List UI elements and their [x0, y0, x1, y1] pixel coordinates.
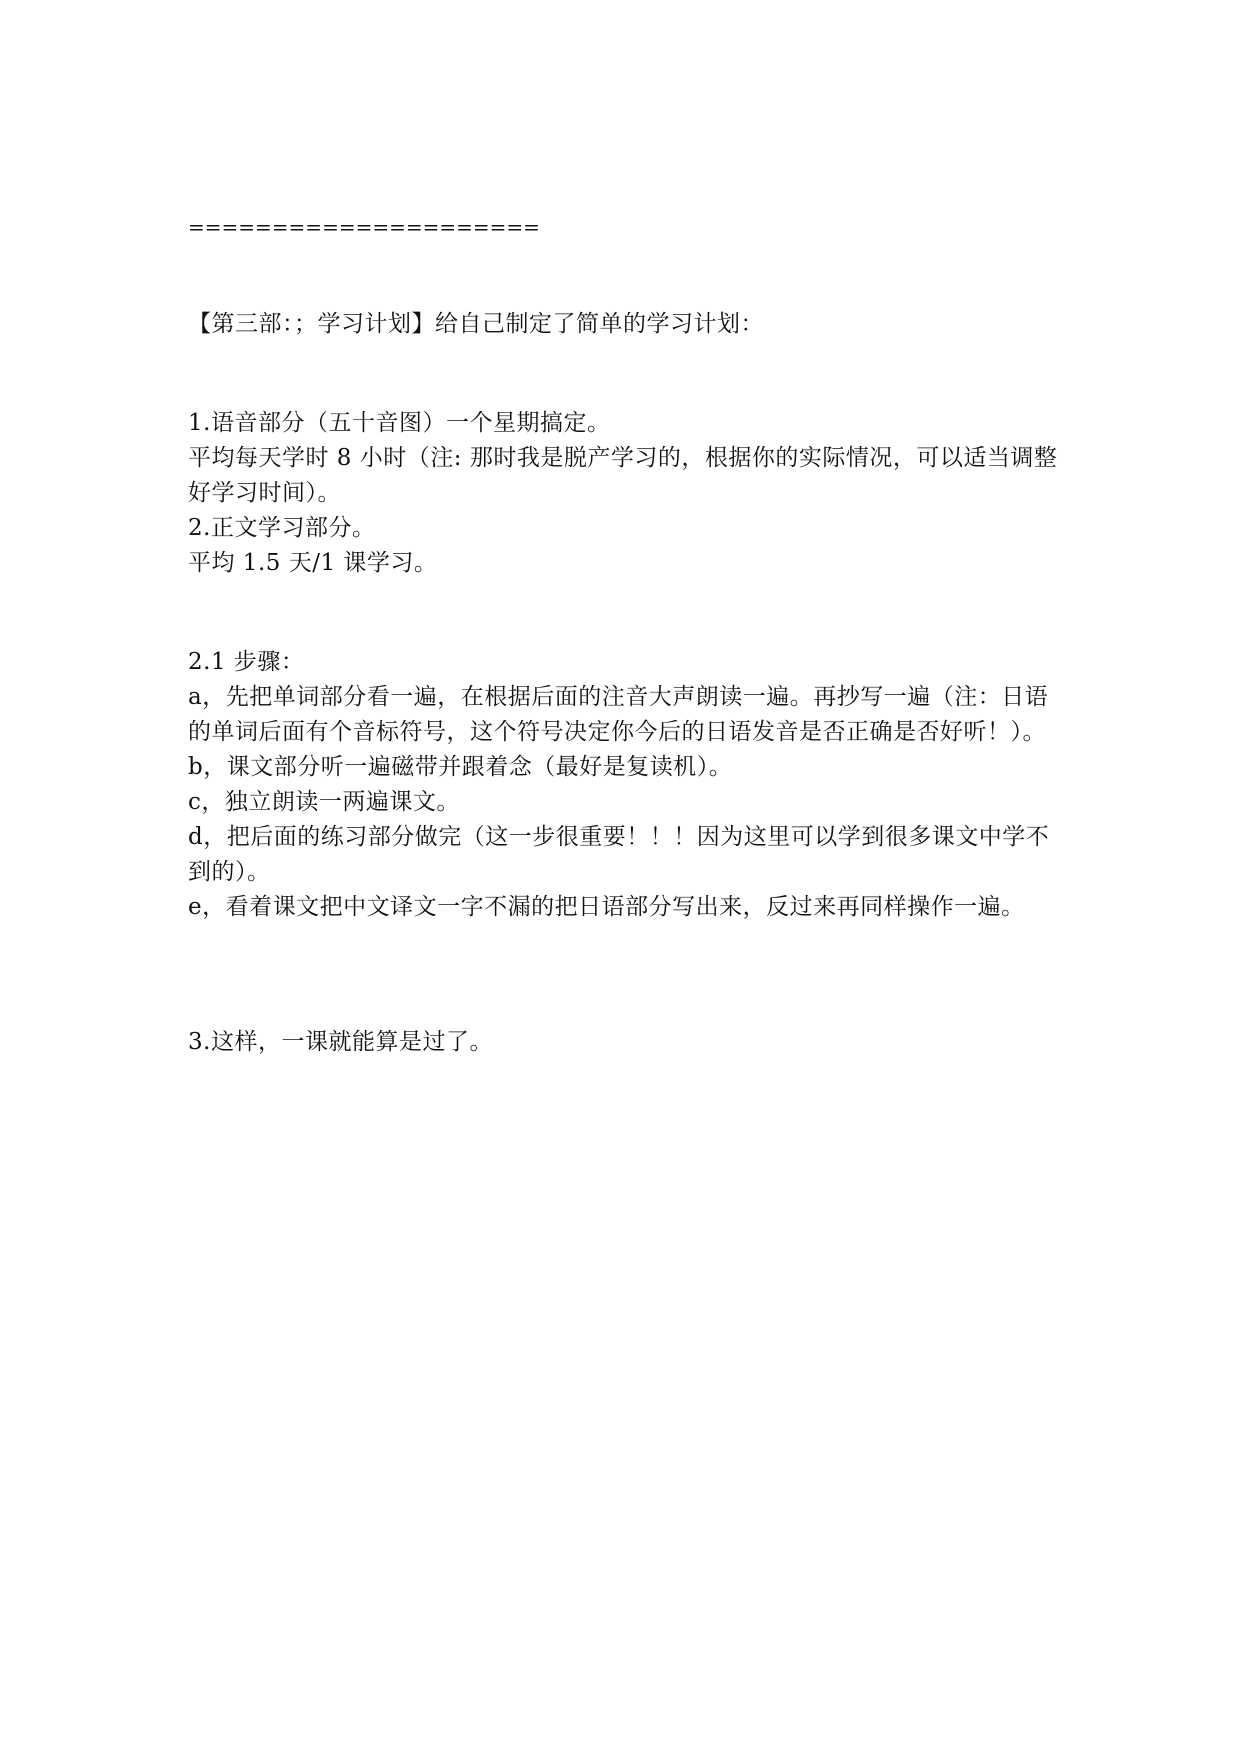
section-heading: 【第三部：；学习计划】给自己制定了简单的学习计划：	[188, 311, 764, 337]
step-b: b，课文部分听一遍磁带并跟着念（最好是复读机）。	[188, 754, 733, 780]
document-body	[188, 210, 1068, 1060]
list-item: 1.语音部分（五十音图）一个星期搞定。	[188, 410, 611, 436]
step-a: a，先把单词部分看一遍，在根据后面的注音大声朗读一遍。再抄写一遍（注：日语的单词后面有个音标符号，这个符号决定你今后的日语发音是否正确是否好听！）。	[188, 684, 1049, 745]
steps-title: 2.1 步骤：	[188, 649, 305, 675]
list-item-note: 平均 1.5 天/1 课学习。	[188, 550, 438, 576]
conclusion: 3.这样，一课就能算是过了。	[188, 1029, 493, 1055]
list-item-note: 平均每天学时 8 小时（注: 那时我是脱产学习的，根据你的实际情况，可以适当调整好学习时间）。	[188, 445, 1058, 506]
step-d: d，把后面的练习部分做完（这一步很重要！！！因为这里可以学到很多课文中学不到的）。	[188, 824, 1050, 885]
step-e: e，看着课文把中文译文一字不漏的把日语部分写出来，反过来再同样操作一遍。	[188, 894, 1025, 920]
divider-line: =====================	[188, 215, 540, 239]
list-item: 2.正文学习部分。	[188, 515, 376, 541]
step-c: c，独立朗读一两遍课文。	[188, 789, 460, 815]
